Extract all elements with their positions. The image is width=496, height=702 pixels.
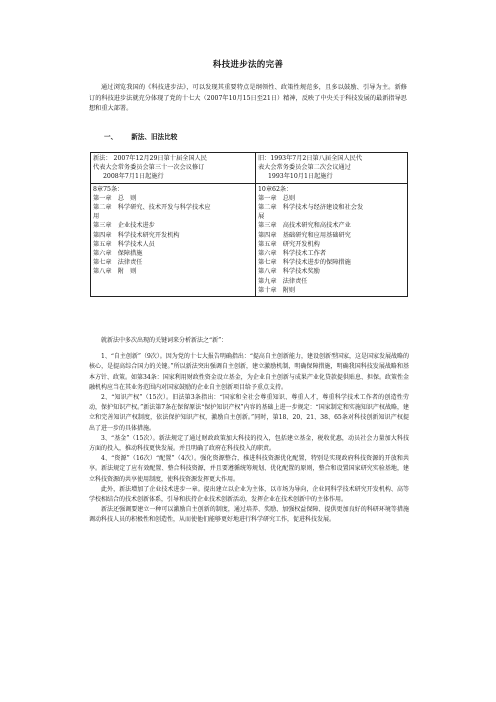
analysis-intro-paragraph: 就新法中多次出现的关键词来分析新法之“新”： [101,337,228,344]
old-chapter-item: 第二章 科学技术与经济建设和社会发 [258,204,364,212]
section-number: 一、 [104,133,118,141]
old-chapter-count: 10章62条： [258,185,293,193]
new-chapter-item: 第一章 总 则 [93,194,137,202]
keyword-paragraph-innovation: 1、“自主创新”（9次）。因为党的十七大报告明确指出：“提高自主创新能力，建设创新型国家，这是国家发展战略的核心，是提高综合国力的关键。”所以新法突出强调自主创新，建立激励机制，明确保障措施，明确我国科技发展战略和基本方针、政策。如第34条：国家利用财政性资金设立基金，为企业自主创新与成果产业化贷款提供贴息、担保。政策性金融机构应当在其业务范围内对国家鼓励的企业自主创新项目给予重点支持。 [89,353,409,391]
new-chapter-item: 第四章 科学技术研究开发机构 [93,231,180,239]
table-header-row [91,153,408,184]
keyword-paragraph-resources: 4、“资源”（16次）“配置”（4次）。强化资源整合，推进科技资源优化配置，特别是实现政府科技资源的开放和共享。新法规定了应有效配置、整合科技资源，并且要遵循统筹规划、优化配置的原则，整合和设置国家研究实验基地，建立科技资源的共享使用制度，使科技资源发挥更大作用。 [89,455,409,483]
keyword-paragraph-fund: 3、“基金”（15次）。新法规定了通过财政政策加大科技的投入，包括建立基金，税收优惠，动员社会力量加大科技方面的投入，推动科技更快发展。并且明确了政府在科技投入的职责。 [89,434,409,453]
old-chapter-item: 第一章 总则 [258,194,296,202]
old-header-line: 1993年10月1日起施行 [268,173,333,181]
old-chapter-item: 第五章 研究开发机构 [258,240,320,248]
analysis-section [89,336,409,526]
section-title: 新法、旧法比较 [131,133,178,141]
comparison-table [90,152,408,297]
incentive-paragraph: 新法还强调要建立一种可以激励自主创新的制度，通过培养、奖励、加强权益保障、提供更加良好的科研环境等措施调动科技人员的积极性和创造性，从而使他们能够更好地进行科学研究工作，促进科技发展。 [89,506,409,524]
old-header-line: 旧：1993年7月2日第八届全国人民代 [258,155,363,162]
new-header-line: 新法： 2007年12月29日第十届全国人民 [93,155,207,162]
old-law-chapters-cell [256,183,408,296]
old-chapter-item: 第十章 附则 [258,286,296,294]
old-chapter-item: 第六章 科学技术工作者 [258,250,327,258]
new-header-line: 2008年7月1日起施行 [103,173,164,181]
old-chapter-item: 第三章 高技术研究和高技术产业 [258,222,351,230]
document-title: 科技进步法的完善 [212,60,284,70]
old-header-line: 表大会常务委员会第二次会议通过 [258,164,351,172]
new-chapter-item: 第五章 科学技术人员 [93,240,155,248]
new-chapter-item: 用 [93,213,100,221]
new-law-chapters-cell [91,183,256,296]
new-chapter-item: 第七章 法律责任 [93,259,143,267]
new-chapter-count: 8章75条： [93,185,124,193]
new-chapter-item: 第六章 保障措施 [93,250,143,258]
keyword-paragraph-ip: 2、“知识产权”（15次）。旧法第3条指出：“国家和全社会尊重知识、尊重人才，尊重科学技术工作者的创造性劳动，保护知识产权。”新法第7条在保留原法“保护知识产权”内容的基础上进一步规定：“国家制定和实施知识产权战略，建立和完善知识产权制度，依法保护知识产权，激励自主创新。”同时，第18、20、21、38、65条对科技创新知识产权提出了进一步的具体措施。 [89,394,409,432]
old-chapter-item: 第四章 基础研究和应用基础研究 [258,231,351,239]
old-chapter-item: 第八章 科学技术奖励 [258,268,320,276]
section-heading [104,131,191,141]
new-chapter-item: 第八章 附 则 [93,268,137,276]
new-header-line: 代表大会常务委员会第三十一次会议修订 [93,164,205,172]
old-chapter-item: 第七章 科学技术进步的保障措施 [258,259,351,267]
new-law-header-cell [91,153,256,184]
new-chapter-item: 第三章 企业技术进步 [93,222,155,230]
intro-paragraph: 通过浏览我国的《科技进步法》，可以发现其重要特点是纲领性、政策性规范多，且多以鼓励、引导为主。新修订的科技进步法就充分体现了党的十七大（2007年10月15日至21日）精神，反映了中央关于科技发展的最新指导思想和重大部署。 [89,84,407,113]
table-body-row [91,183,408,296]
old-chapter-item: 第九章 法律责任 [258,277,308,285]
old-law-header-cell [256,153,408,184]
old-chapter-item: 展 [258,213,265,221]
new-chapter-item: 第二章 科学研究、技术开发与科学技术应 [93,204,211,212]
enterprise-paragraph: 此外，新法增加了企业技术进步一章。提出建立以企业为主体，以市场为导向，企业同科学技术研究开发机构、高等学校相结合的技术创新体系，引导和扶持企业技术创新活动，发挥企业在技术创新中的主体作用。 [89,485,409,504]
